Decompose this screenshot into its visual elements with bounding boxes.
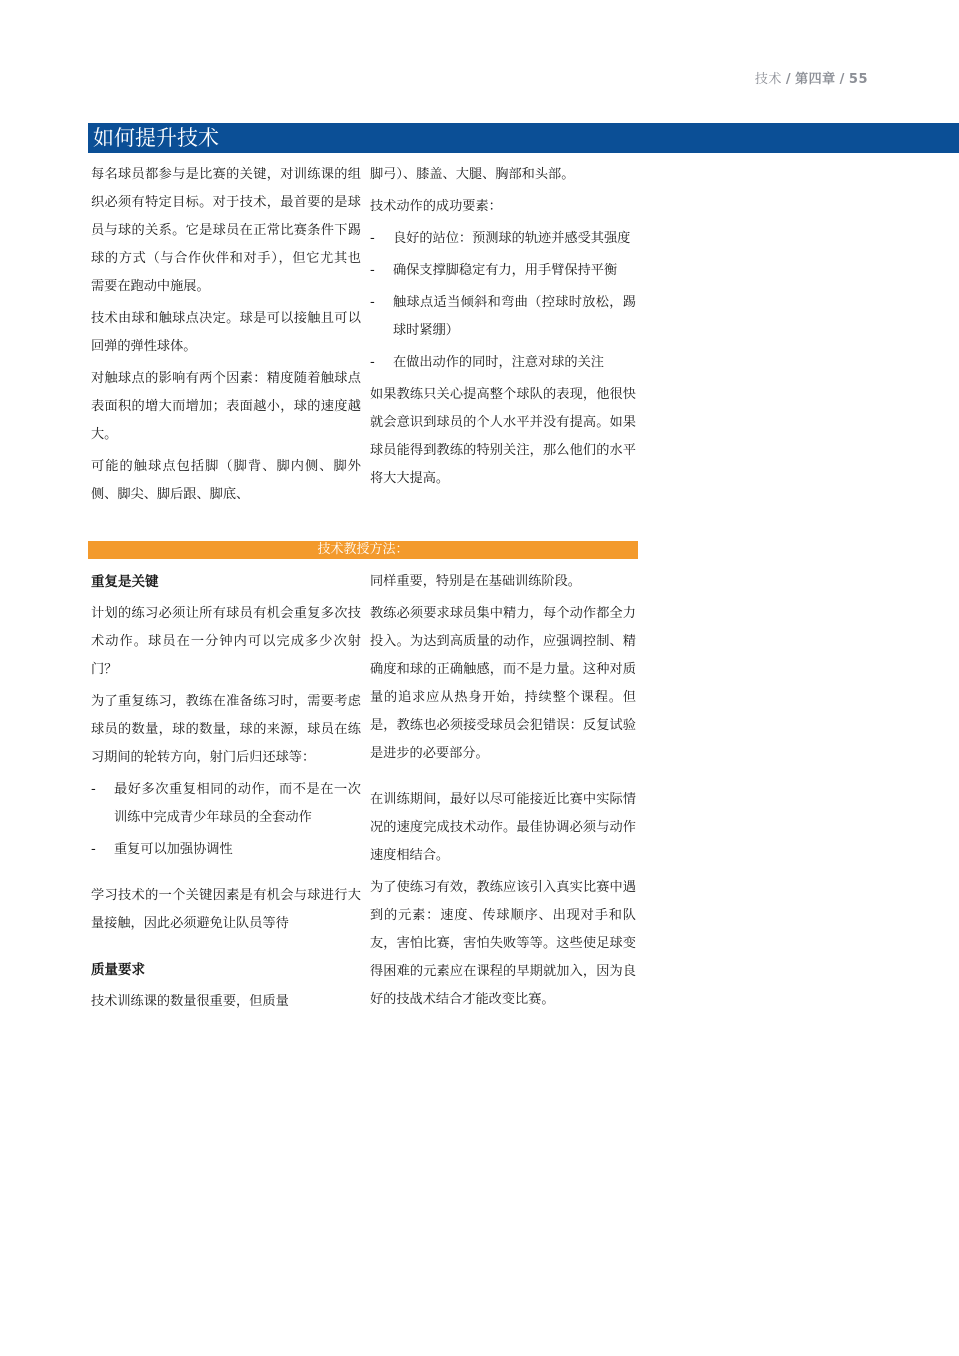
paragraph: 可能的触球点包括脚（脚背、脚内侧、脚外侧、脚尖、脚后跟、脚底、 [91, 459, 361, 502]
bullet-marker: - [370, 263, 375, 278]
title-bar [88, 123, 959, 153]
header-section: 技术 [754, 72, 782, 87]
list-item: - 触球点适当倾斜和弯曲（控球时放松，踢球时紧绷） [370, 289, 636, 345]
bullet-marker: - [370, 231, 375, 246]
paragraph: 技术动作的成功要素： [370, 199, 502, 214]
header-separator: / [785, 72, 792, 87]
list-item: - 重复可以加强协调性 [91, 836, 361, 864]
list-item: - 良好的站位：预测球的轨迹并感受其强度 [370, 225, 636, 253]
bullet-marker: - [370, 295, 375, 310]
paragraph: 为了使练习有效，教练应该引入真实比赛中遇到的元素：速度、传球顺序、出现对手和队友，害怕比赛，害怕失败等等。这些使足球变得困难的元素应在课程的早期就加入，因为良好的技战术结合才能改变比赛。 [370, 880, 636, 1007]
intro-right-column [370, 161, 636, 497]
section-heading: 重复是关键 [91, 574, 159, 590]
bullet-marker: - [370, 355, 375, 370]
section-heading: 质量要求 [91, 962, 145, 978]
bullet-marker: - [91, 782, 96, 797]
list-item: - 在做出动作的同时，注意对球的关注 [370, 349, 636, 377]
paragraph: 脚弓）、膝盖、大腿、胸部和头部。 [370, 167, 575, 182]
method-right-column [370, 568, 636, 1018]
method-left-column [91, 568, 361, 1020]
paragraph: 计划的练习必须让所有球员有机会重复多次技术动作。球员在一分钟内可以完成多少次射门？ [91, 606, 361, 677]
paragraph: 在训练期间，最好以尽可能接近比赛中实际情况的速度完成技术动作。最佳协调必须与动作速度相结合。 [370, 792, 636, 863]
intro-left-column [91, 161, 361, 513]
paragraph: 如果教练只关心提高整个球队的表现，他很快就会意识到球员的个人水平并没有提高。如果球员能得到教练的特别关注，那么他们的水平将大大提高。 [370, 387, 636, 486]
page-title: 如何提升技术 [93, 126, 219, 150]
success-factors-list [370, 225, 636, 377]
paragraph: 学习技术的一个关键因素是有机会与球进行大量接触，因此必须避免让队员等待 [91, 888, 361, 931]
repetition-list [91, 776, 361, 864]
running-head [0, 68, 868, 87]
paragraph: 教练必须要求球员集中精力，每个动作都全力投入。为达到高质量的动作，应强调控制、精确度和球的正确触感，而不是力量。这种对质量的追求应从热身开始，持续整个课程。但是，教练也必须接受球员会犯错误：反复试验是进步的必要部分。 [370, 606, 636, 761]
paragraph: 为了重复练习，教练在准备练习时，需要考虑球员的数量，球的数量，球的来源，球员在练习期间的轮转方向，射门后归还球等： [91, 694, 361, 765]
page-number: 55 [848, 72, 868, 87]
list-item: - 确保支撑脚稳定有力，用手臂保持平衡 [370, 257, 636, 285]
paragraph: 技术由球和触球点决定。球是可以接触且可以回弹的弹性球体。 [91, 311, 361, 354]
bullet-marker: - [91, 842, 96, 857]
paragraph: 技术训练课的数量很重要，但质量 [91, 994, 289, 1009]
paragraph: 每名球员都参与是比赛的关键，对训练课的组织必须有特定目标。对于技术，最首要的是球员与球的关系。它是球员在正常比赛条件下踢球的方式（与合作伙伴和对手），但它尤其也需要在跑动中施展。 [91, 167, 361, 294]
header-chapter: 第四章 [795, 72, 836, 87]
paragraph: 同样重要，特别是在基础训练阶段。 [370, 574, 581, 589]
paragraph: 对触球点的影响有两个因素：精度随着触球点表面积的增大而增加；表面越小，球的速度越大。 [91, 371, 361, 442]
header-separator: / [839, 72, 845, 87]
list-item: - 最好多次重复相同的动作，而不是在一次训练中完成青少年球员的全套动作 [91, 776, 361, 832]
method-banner: 技术教授方法： [88, 541, 638, 559]
